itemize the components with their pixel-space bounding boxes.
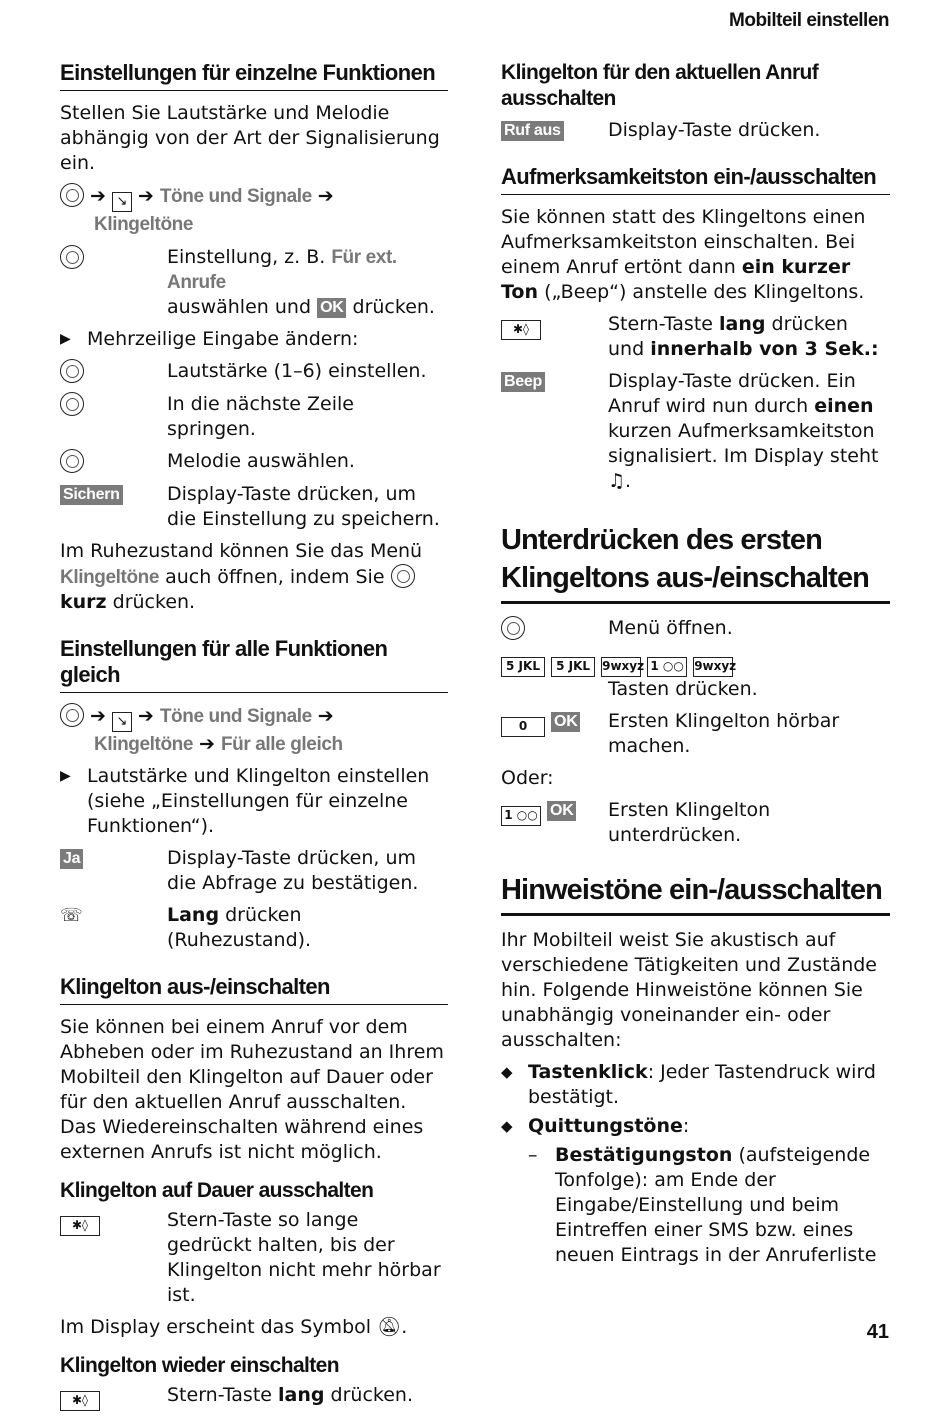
arrow-icon: ➔	[90, 705, 106, 727]
step-save: Sichern Display-Taste drücken, um die Einstellung zu speichern.	[60, 482, 448, 532]
step-ruf-aus: Ruf aus Display-Taste drücken.	[501, 118, 890, 143]
step-star-long: ✱◊ Stern-Taste lang drücken.	[60, 1383, 448, 1411]
left-column	[60, 60, 448, 1418]
star-key-icon: ✱◊	[501, 320, 541, 340]
step-next-line: In die nächste Zeile springen.	[60, 392, 448, 442]
intro-aufmerksamkeit: Sie können statt des Klingeltons einen Aufmerksamkeitston einschalten. Bei einem Anruf ertönt dann ein kurzer Ton („Beep“) anstelle des Klingeltons.	[501, 206, 866, 303]
step-beep: Beep Display-Taste drücken. Ein Anruf wird nun durch einen kurzen Aufmerksamkeitston signalisiert. Im Display steht ♫.	[501, 369, 890, 494]
intro-hinweistoene: Ihr Mobilteil weist Sie akustisch auf verschiedene Tätigkeiten und Zustände hin. Folgende Hinweistöne können Sie unabhängig voneinander ein- oder ausschalten:	[501, 929, 877, 1051]
nav-key-icon	[60, 245, 84, 269]
bullet-quittungstoene: ◆ Quittungstöne:	[501, 1115, 690, 1137]
multiline-bullet: ▶ Mehrzeilige Eingabe ändern:	[60, 328, 359, 350]
arrow-icon: ➔	[137, 705, 154, 727]
key-9-icon: 9wxyz	[601, 657, 641, 677]
step-end: ☏ Lang drücken (Ruhezustand).	[60, 904, 312, 951]
arrow-icon: ➔	[199, 733, 215, 755]
settings-menu-icon: ↘	[112, 712, 132, 732]
subtitle-wieder: Klingelton wieder einschalten	[60, 1354, 339, 1377]
bullet-tastenklick: ◆ Tastenklick: Jeder Tastendruck wird bestätigt.	[501, 1061, 876, 1108]
key-5-icon: 5 JKL	[551, 657, 595, 677]
menu-item-klingeltoene: Klingeltöne	[94, 214, 194, 235]
step-star-hold: ✱◊ Stern-Taste so lange gedrückt halten, bis der Klingelton nicht mehr hörbar ist.	[60, 1208, 448, 1308]
dash-bullet-icon: –	[528, 1144, 538, 1166]
volume-bullet: ▶ Lautstärke und Klingelton einstellen (siehe „Einstellungen für einzelne Funktionen“).	[60, 765, 430, 837]
menu-path-alle: ➔ ↘ ➔ Töne und Signale ➔ Klingeltöne ➔ Für alle gleich	[60, 703, 448, 757]
arrow-icon: ➔	[137, 185, 154, 207]
diamond-bullet-icon: ◆	[501, 1063, 513, 1081]
ok-softkey: OK	[317, 298, 346, 318]
nav-key-icon	[391, 564, 415, 588]
ringer-off-icon: 🔕︎	[377, 1316, 402, 1338]
section-title-klingelton: Klingelton aus-/einschalten	[60, 974, 448, 1005]
right-column	[501, 60, 890, 1268]
star-key-icon: ✱◊	[60, 1216, 100, 1236]
running-header: Mobilteil einstellen	[729, 10, 889, 31]
step-menu-open: Menü öffnen.	[501, 616, 890, 642]
triangle-bullet-icon: ▶	[60, 331, 71, 347]
arrow-icon: ➔	[317, 185, 334, 207]
step-melody: Melodie auswählen.	[60, 449, 448, 475]
menu-path-einzelne	[60, 183, 448, 237]
ok-softkey: OK	[547, 801, 576, 821]
key-1-icon: 1 ○○	[501, 806, 541, 826]
section-title-alle: Einstellungen für alle Funktionen gleich	[60, 636, 448, 693]
key-5-icon: 5 JKL	[501, 657, 545, 677]
step-confirm: Ja Display-Taste drücken, um die Abfrage zu bestätigen.	[60, 846, 448, 896]
page-number: 41	[866, 1321, 889, 1343]
end-call-key-icon: ☏	[60, 905, 83, 926]
oder-label: Oder:	[501, 767, 554, 789]
arrow-icon: ➔	[90, 185, 106, 207]
symbol-note: Im Display erscheint das Symbol 🔕︎.	[60, 1316, 408, 1338]
step-star-beep: ✱◊ Stern-Taste lang drücken und innerhalb von 3 Sek.:	[501, 312, 890, 362]
arrow-icon: ➔	[317, 705, 334, 727]
nav-key-icon	[60, 449, 84, 473]
diamond-bullet-icon: ◆	[501, 1117, 513, 1135]
intro-klingelton: Sie können bei einem Anruf vor dem Abheben oder im Ruhezustand an Ihrem Mobilteil den Klingelton auf Dauer oder für den aktuellen Anruf ausschalten. Das Wiedereinschalten während eines externen Anrufs ist nicht möglich.	[60, 1016, 444, 1163]
ja-softkey: Ja	[60, 849, 83, 869]
nav-key-icon	[60, 183, 84, 207]
section-title-aktuell: Klingelton für den aktuellen Anruf ausschalten	[501, 61, 819, 110]
intro-einzelne: Stellen Sie Lautstärke und Melodie abhängig von der Art der Signalisierung ein.	[60, 102, 440, 174]
dash-bestaetigungston: – Bestätigungston (aufsteigende Tonfolge): am Ende der Eingabe/Einstellung und beim Eintreffen einer SMS bzw. eines neuen Eintrags in der Anruferliste	[528, 1144, 877, 1266]
beep-softkey: Beep	[501, 372, 545, 392]
menu-item-ext-anrufe: Für ext. Anrufe	[167, 247, 397, 293]
ruf-aus-softkey: Ruf aus	[501, 121, 564, 141]
key-0-icon: 0	[501, 717, 545, 737]
step-select: Einstellung, z. B. Für ext. Anrufe auswählen und OK drücken.	[60, 245, 448, 320]
nav-key-icon	[60, 359, 84, 383]
step-volume: Lautstärke (1–6) einstellen.	[60, 359, 448, 385]
menu-item-toene: Töne und Signale	[159, 186, 312, 207]
key-9-icon: 9wxyz	[693, 657, 733, 677]
triangle-bullet-icon: ▶	[60, 768, 71, 784]
step-first-on: 0 OK Ersten Klingelton hörbar machen.	[501, 709, 890, 759]
section-title-unterdruecken: Unterdrücken des ersten Klingeltons aus-/einschalten	[501, 521, 890, 604]
section-title-hinweistoene: Hinweistöne ein-/ausschalten	[501, 871, 890, 916]
nav-key-icon	[501, 616, 525, 640]
nav-key-icon	[60, 703, 84, 727]
nav-key-icon	[60, 392, 84, 416]
section-title-aufmerksamkeit: Aufmerksamkeitston ein-/ausschalten	[501, 164, 890, 195]
subtitle-dauer: Klingelton auf Dauer ausschalten	[60, 1179, 374, 1202]
step-keys: Tasten drücken.	[608, 678, 758, 700]
sichern-softkey: Sichern	[60, 485, 123, 505]
step-first-off: 1 ○○ OK Ersten Klingelton unterdrücken.	[501, 798, 890, 848]
section-title-einzelne: Einstellungen für einzelne Funktionen	[60, 60, 448, 91]
settings-menu-icon: ↘	[112, 192, 132, 212]
key-1-icon: 1 ○○	[647, 657, 687, 677]
key-sequence	[501, 649, 890, 677]
beep-symbol-icon: ♫.	[608, 470, 632, 492]
star-key-icon: ✱◊	[60, 1391, 100, 1411]
ok-softkey: OK	[551, 712, 580, 732]
idle-note: Im Ruhezustand können Sie das Menü Klingeltöne auch öffnen, indem Sie kurz drücken.	[60, 540, 423, 613]
